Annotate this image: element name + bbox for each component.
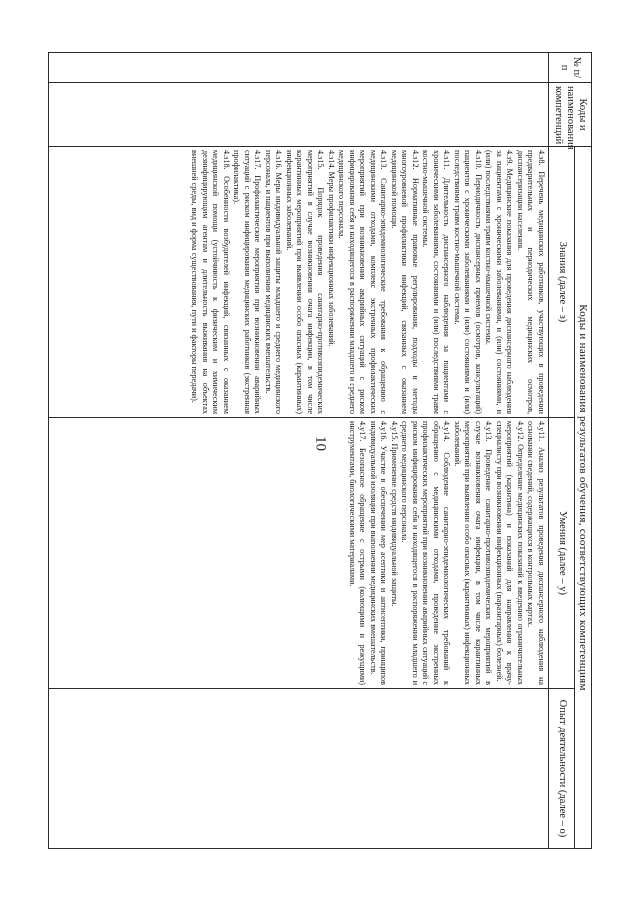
list-item: 4.з9. Медицинские показания для проведения диспансерного наблюдения за пациентами с хроническими заболеваниями, и (или) состояниями, и (или) последствиями травм костно-мышечной системы. xyxy=(484,150,515,414)
list-item: 4.у12. Определение медицинских показаний к введению ограничительных мероприятий (карантина) и показаний для направления к врачу-специалисту при возникновении инфекционных (паразитарных) болезней. xyxy=(495,421,525,685)
experience-cell xyxy=(49,689,549,849)
competencies-table xyxy=(48,52,592,849)
page-number: 10 xyxy=(312,436,329,451)
list-item: 4.у15. Применение средств индивидуальной защиты. xyxy=(390,421,399,607)
table-row xyxy=(49,53,549,849)
list-item: 4.з17. Профилактические мероприятия при возникновении аварийных ситуаций с риском инфицирования медицинских работников (экстренная профилактика). xyxy=(232,150,263,414)
list-item: 4.з14. Меры профилактики инфекционных заболеваний. xyxy=(327,150,336,347)
list-item: 4.з16. Меры индивидуальной защиты младшего и среднего медицинского персонала, и пациентов при выполнении медицинских вмешательств. xyxy=(264,150,284,414)
header-experience: Опыт деятельности (далее – о) xyxy=(549,689,575,849)
list-item: 4.у17. Безопасное обращение с острыми (колющими и режущими) инструментами, биологическими материалами. xyxy=(348,421,368,685)
header-row-1 xyxy=(575,53,592,849)
skills-cell xyxy=(49,418,549,689)
header-num: № п/п xyxy=(549,53,592,83)
codes-cell xyxy=(49,83,549,147)
list-item: 4.з8. Перечень медицинских работников, участвующих в проведении предварительных и периодических медицинских осмотров, диспансеризации населения. xyxy=(516,150,546,414)
header-knowledge: Знания (далее – з) xyxy=(549,147,575,418)
list-item: 4.у14. Соблюдение санитарно-эпидемиологических требований к обращению с медицинскими отходами, проведение экстренных профилактических мероприятий при возникновении аварийных ситуаций с риском инфицирования себя и находящегося в распоряжении младшего и среднего медицинского персонала. xyxy=(400,421,452,685)
list-item: 4.у11. Анализ результатов проведения диспансерного наблюдения на основании сведений, содержащихся в контрольных картах. xyxy=(526,421,546,685)
list-item: 4.з15. Порядок проведения санитарно-противоэпидемических мероприятий в случае возникновения очага инфекции, в том числе карантинных мероприятий при выявлении особо опасных (карантинных) инфекционных заболеваний. xyxy=(285,150,326,414)
list-item: 4.з11. Длительность диспансерного наблюдения за пациентами с хроническими заболеваниями, состояниями и (или) последствиями травм костно-мышечной системы. xyxy=(421,150,452,414)
list-item: 4.з10. Периодичность диспансерных приемов (осмотров, консультаций) пациентов с хроническими заболеваниями и (или) состояниями и (или) последствиями травм костно-мышечной системы. xyxy=(453,150,483,414)
num-cell xyxy=(49,53,549,83)
list-item: 4.з12. Нормативные правовые регулирования, подходы и методы многоуровневой профилактики инфекций, связанных с оказанием медицинской помощи. xyxy=(390,150,420,414)
list-item: 4.з13. Санитарно-эпидемиологические требования к обращению с медицинскими отходами, комплекс экстренных профилактических мероприятий при возникновении аварийных ситуаций с риском инфицирования себя и находящегося в распоряжении младшего и среднего медицинского персонала. xyxy=(337,150,389,414)
knowledge-cell xyxy=(49,147,549,418)
list-item: 4.у13. Проведение санитарно-противоэпидемических мероприятий в случае возникновения очага инфекции, в том числе карантинных мероприятий при выявлении особо опасных (карантинных) инфекционных заболеваний. xyxy=(453,421,494,685)
header-row-2 xyxy=(549,53,575,849)
header-skills: Умения (далее – у) xyxy=(549,418,575,689)
header-codes: Коды и наименования компетенций xyxy=(549,83,592,147)
rotated-table-container xyxy=(48,52,592,848)
list-item: 4.у16. Участие в обеспечении мер асептики и антисептики, принципов индивидуальной изоляции при выполнении медицинских вмешательств. xyxy=(369,421,389,685)
list-item: 4.з18. Особенности возбудителей инфекций, связанных с оказанием медицинской помощи (устойчивость к физическим и химическим дезинфицирующим агентам и длительность выживания на объектах внешней среды, вид и форма существования, пути и факторы передачи). xyxy=(190,150,231,414)
header-results: Коды и наименования результатов обучения, соответствующих компетенциям xyxy=(575,147,592,849)
